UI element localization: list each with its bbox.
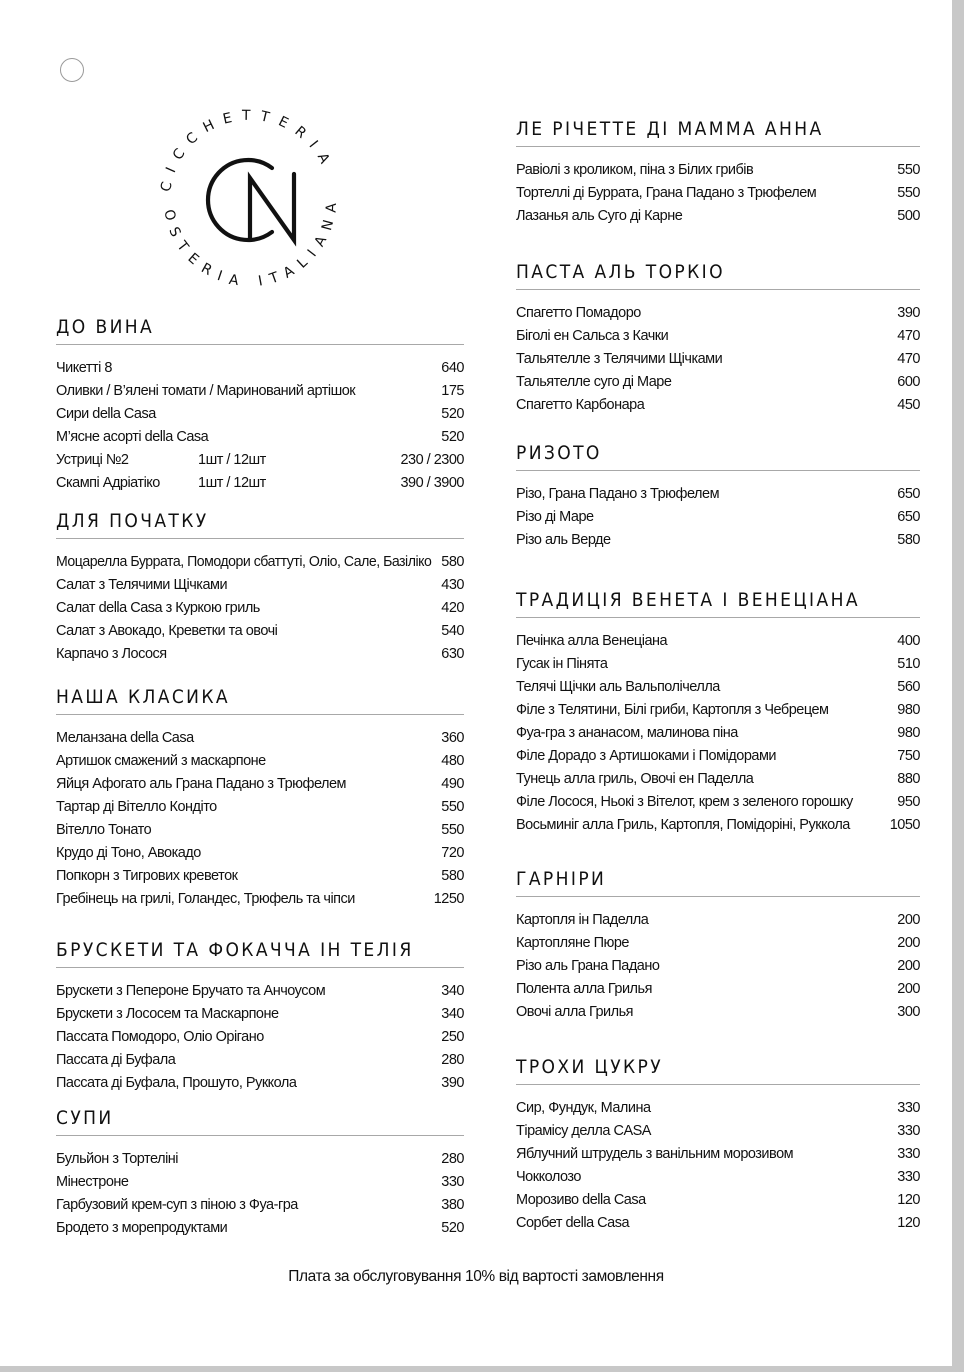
item-name: Сири della Casa bbox=[56, 406, 156, 422]
item-price: 650 bbox=[897, 486, 920, 502]
menu-section bbox=[516, 259, 920, 417]
menu-item bbox=[516, 630, 920, 653]
menu-item bbox=[516, 909, 920, 932]
item-price: 390 / 3900 bbox=[400, 475, 464, 491]
section-divider bbox=[56, 344, 464, 345]
item-price: 390 bbox=[441, 1075, 464, 1091]
menu-item bbox=[516, 1166, 920, 1189]
section-title: СУПИ bbox=[56, 1107, 114, 1129]
menu-item bbox=[516, 371, 920, 394]
logo-ring-text-bottom: OSTERIA ITALIANA bbox=[160, 194, 341, 291]
item-name: Гусак ін Пінята bbox=[516, 656, 608, 672]
section-divider bbox=[516, 146, 920, 147]
menu-item bbox=[56, 1217, 464, 1240]
item-price: 580 bbox=[441, 554, 464, 570]
menu-item bbox=[516, 768, 920, 791]
item-name: Картопляне Пюре bbox=[516, 935, 629, 951]
item-name: Філе Дорадо з Артишоками і Помідорами bbox=[516, 748, 777, 764]
menu-item bbox=[56, 796, 464, 819]
item-price: 600 bbox=[897, 374, 920, 390]
menu-item bbox=[56, 1003, 464, 1026]
item-name: Тортеллі ді Буррата, Грана Падано з Трюфелем bbox=[516, 185, 817, 201]
item-name: Брускети з Пепероне Бручато та Анчоусом bbox=[56, 983, 326, 999]
restaurant-logo bbox=[150, 100, 350, 300]
item-price: 640 bbox=[441, 360, 464, 376]
section-title: ГАРНІРИ bbox=[516, 868, 607, 890]
menu-item bbox=[56, 403, 464, 426]
item-name: Сир, Фундук, Малина bbox=[516, 1100, 651, 1116]
item-price: 330 bbox=[897, 1100, 920, 1116]
menu-item bbox=[516, 1212, 920, 1235]
item-price: 1250 bbox=[433, 891, 464, 907]
section-title: ДЛЯ ПОЧАТКУ bbox=[56, 510, 209, 532]
item-price: 630 bbox=[441, 646, 464, 662]
item-price: 330 bbox=[897, 1169, 920, 1185]
menu-item bbox=[516, 676, 920, 699]
menu-item bbox=[56, 551, 464, 574]
logo-monogram-icon bbox=[208, 160, 294, 240]
item-price: 980 bbox=[897, 702, 920, 718]
menu-item bbox=[516, 348, 920, 371]
menu-item bbox=[516, 483, 920, 506]
menu-section bbox=[516, 587, 920, 837]
item-price: 120 bbox=[897, 1215, 920, 1231]
item-name: Чикетті 8 bbox=[56, 360, 112, 376]
menu-item bbox=[516, 722, 920, 745]
item-price: 360 bbox=[441, 730, 464, 746]
item-name: Сорбет della Casa bbox=[516, 1215, 630, 1231]
menu-item bbox=[56, 643, 464, 666]
item-price: 250 bbox=[441, 1029, 464, 1045]
item-name: Бродето з морепродуктами bbox=[56, 1220, 228, 1236]
item-name: Різо аль Верде bbox=[516, 532, 611, 548]
item-name: Спагетто Карбонара bbox=[516, 397, 645, 413]
item-name: Картопля ін Паделла bbox=[516, 912, 649, 928]
section-divider bbox=[516, 896, 920, 897]
item-price: 340 bbox=[441, 1006, 464, 1022]
item-price: 390 bbox=[897, 305, 920, 321]
menu-section bbox=[56, 684, 464, 911]
item-name: Восьминіг алла Гриль, Картопля, Помідоріні, Руккола bbox=[516, 817, 850, 833]
section-title: ЛЕ РІЧЕТТЕ ДІ МАММА АННА bbox=[516, 118, 824, 140]
item-name: Равіолі з кроликом, піна з Білих грибів bbox=[516, 162, 754, 178]
section-divider bbox=[516, 289, 920, 290]
menu-item bbox=[56, 472, 464, 495]
menu-item bbox=[56, 449, 464, 472]
menu-item bbox=[516, 653, 920, 676]
item-price: 330 bbox=[897, 1123, 920, 1139]
item-name: Салат з Авокадо, Креветки та овочі bbox=[56, 623, 278, 639]
item-price: 500 bbox=[897, 208, 920, 224]
item-name: Пассата ді Буфала bbox=[56, 1052, 176, 1068]
service-charge-note: Плата за обслуговування 10% від вартості замовлення bbox=[288, 1268, 664, 1285]
item-name: Фуа-гра з ананасом, малинова піна bbox=[516, 725, 738, 741]
item-name: Брускети з Лососем та Маскарпоне bbox=[56, 1006, 279, 1022]
item-name: Карпачо з Лосося bbox=[56, 646, 167, 662]
item-name: Моцарелла Буррата, Помодори сбаттуті, Оліо, Сале, Базіліко bbox=[56, 554, 432, 570]
item-name: Яблучний штрудель з ванільним морозивом bbox=[516, 1146, 794, 1162]
item-price: 950 bbox=[897, 794, 920, 810]
item-name: Чокколозо bbox=[516, 1169, 581, 1185]
menu-item bbox=[56, 597, 464, 620]
item-portion: 1шт / 12шт bbox=[198, 452, 266, 468]
item-price: 580 bbox=[897, 532, 920, 548]
item-name: Тальятелле суго ді Маре bbox=[516, 374, 672, 390]
item-price: 1050 bbox=[889, 817, 920, 833]
menu-item bbox=[516, 978, 920, 1001]
section-divider bbox=[56, 1135, 464, 1136]
item-name: Овочі алла Грилья bbox=[516, 1004, 634, 1020]
item-price: 340 bbox=[441, 983, 464, 999]
item-name: Полента алла Грилья bbox=[516, 981, 652, 997]
item-price: 490 bbox=[441, 776, 464, 792]
item-name: Філе Лосося, Ньокі з Вітелот, крем з зеленого горошку bbox=[516, 794, 853, 810]
section-title: НАША КЛАСИКА bbox=[56, 686, 230, 708]
item-name: Меланзана della Casa bbox=[56, 730, 194, 746]
menu-item bbox=[516, 506, 920, 529]
item-price: 540 bbox=[441, 623, 464, 639]
menu-item bbox=[516, 932, 920, 955]
item-name: Попкорн з Тигрових креветок bbox=[56, 868, 238, 884]
menu-item bbox=[516, 1097, 920, 1120]
item-price: 470 bbox=[897, 328, 920, 344]
menu-item bbox=[516, 325, 920, 348]
item-price: 200 bbox=[897, 958, 920, 974]
item-name: Різо аль Грана Падано bbox=[516, 958, 660, 974]
menu-item bbox=[56, 426, 464, 449]
section-divider bbox=[56, 714, 464, 715]
item-portion: 1шт / 12шт bbox=[198, 475, 266, 491]
menu-item bbox=[516, 529, 920, 552]
item-name: Лазанья аль Суго ді Карне bbox=[516, 208, 683, 224]
item-price: 550 bbox=[897, 185, 920, 201]
menu-item bbox=[516, 205, 920, 228]
menu-item bbox=[516, 1143, 920, 1166]
section-divider bbox=[56, 967, 464, 968]
item-name: Артишок смажений з маскарпоне bbox=[56, 753, 266, 769]
item-name: Гарбузовий крем-суп з піною з Фуа-гра bbox=[56, 1197, 298, 1213]
item-name: Тірамісу делла CASA bbox=[516, 1123, 651, 1139]
menu-item bbox=[516, 159, 920, 182]
item-name: Салат з Телячими Щічками bbox=[56, 577, 228, 593]
item-name: Різо ді Маре bbox=[516, 509, 594, 525]
item-price: 650 bbox=[897, 509, 920, 525]
item-price: 880 bbox=[897, 771, 920, 787]
section-title: ТРОХИ ЦУКРУ bbox=[516, 1056, 664, 1078]
item-name: Салат della Casa з Куркою гриль bbox=[56, 600, 260, 616]
item-price: 520 bbox=[441, 1220, 464, 1236]
section-title: ДО ВИНА bbox=[56, 316, 155, 338]
item-name: Скампі Адріатіко bbox=[56, 475, 160, 491]
menu-item bbox=[56, 865, 464, 888]
item-price: 580 bbox=[441, 868, 464, 884]
item-price: 380 bbox=[441, 1197, 464, 1213]
menu-item bbox=[516, 1001, 920, 1024]
menu-item bbox=[56, 574, 464, 597]
item-name: Спагетто Помадоро bbox=[516, 305, 641, 321]
item-name: Тальятелле з Телячими Щічками bbox=[516, 351, 723, 367]
item-price: 480 bbox=[441, 753, 464, 769]
menu-item bbox=[56, 1049, 464, 1072]
menu-item bbox=[516, 745, 920, 768]
section-divider bbox=[516, 470, 920, 471]
menu-item bbox=[516, 791, 920, 814]
item-price: 200 bbox=[897, 981, 920, 997]
menu-item bbox=[516, 699, 920, 722]
menu-item bbox=[56, 1072, 464, 1095]
item-name: Філе з Телятини, Білі гриби, Картопля з Чебрецем bbox=[516, 702, 829, 718]
menu-item bbox=[516, 1120, 920, 1143]
item-price: 750 bbox=[897, 748, 920, 764]
item-price: 550 bbox=[441, 799, 464, 815]
item-name: Печінка алла Венеціана bbox=[516, 633, 668, 649]
menu-section bbox=[56, 314, 464, 495]
item-price: 400 bbox=[897, 633, 920, 649]
menu-section bbox=[516, 440, 920, 552]
item-name: Крудо ді Тоно, Авокадо bbox=[56, 845, 201, 861]
item-price: 230 / 2300 bbox=[400, 452, 464, 468]
item-name: Бульйон з Тортеліні bbox=[56, 1151, 179, 1167]
item-price: 280 bbox=[441, 1151, 464, 1167]
item-price: 175 bbox=[441, 383, 464, 399]
item-name: Пассата ді Буфала, Прошуто, Руккола bbox=[56, 1075, 297, 1091]
item-name: Мінестроне bbox=[56, 1174, 129, 1190]
menu-section bbox=[56, 508, 464, 666]
menu-item bbox=[516, 302, 920, 325]
menu-item bbox=[56, 357, 464, 380]
section-title: РИЗОТО bbox=[516, 442, 602, 464]
menu-item bbox=[56, 888, 464, 911]
menu-item bbox=[56, 750, 464, 773]
menu-section bbox=[516, 866, 920, 1024]
item-name: Гребінець на грилі, Голандес, Трюфель та чіпси bbox=[56, 891, 355, 907]
menu-item bbox=[56, 1194, 464, 1217]
menu-section bbox=[516, 116, 920, 228]
item-price: 520 bbox=[441, 429, 464, 445]
item-price: 420 bbox=[441, 600, 464, 616]
item-price: 330 bbox=[441, 1174, 464, 1190]
item-name: Морозиво della Casa bbox=[516, 1192, 646, 1208]
menu-item bbox=[56, 773, 464, 796]
menu-item bbox=[516, 1189, 920, 1212]
menu-item bbox=[56, 620, 464, 643]
item-name: М’ясне асорті della Casa bbox=[56, 429, 209, 445]
item-name: Вітелло Тонато bbox=[56, 822, 152, 838]
item-name: Різо, Грана Падано з Трюфелем bbox=[516, 486, 720, 502]
menu-item bbox=[516, 955, 920, 978]
item-name: Пассата Помодоро, Оліо Орігано bbox=[56, 1029, 264, 1045]
item-price: 550 bbox=[441, 822, 464, 838]
binder-hole bbox=[60, 58, 84, 82]
menu-section bbox=[516, 1054, 920, 1235]
logo-ring-text-top: CICCHETTERIA bbox=[158, 107, 337, 194]
menu-item bbox=[516, 814, 920, 837]
menu-item bbox=[516, 394, 920, 417]
section-title: ТРАДИЦІЯ ВЕНЕТА І ВЕНЕЦІАНА bbox=[516, 589, 860, 611]
menu-item bbox=[56, 980, 464, 1003]
item-name: Тунець алла гриль, Овочі ен Паделла bbox=[516, 771, 754, 787]
menu-item bbox=[516, 182, 920, 205]
menu-item bbox=[56, 1148, 464, 1171]
item-price: 300 bbox=[897, 1004, 920, 1020]
item-price: 200 bbox=[897, 912, 920, 928]
item-price: 120 bbox=[897, 1192, 920, 1208]
item-name: Біголі ен Сальса з Качки bbox=[516, 328, 669, 344]
section-divider bbox=[516, 617, 920, 618]
item-price: 520 bbox=[441, 406, 464, 422]
menu-item bbox=[56, 819, 464, 842]
section-divider bbox=[56, 538, 464, 539]
item-price: 280 bbox=[441, 1052, 464, 1068]
item-price: 200 bbox=[897, 935, 920, 951]
item-name: Тартар ді Вітелло Кондіто bbox=[56, 799, 217, 815]
section-divider bbox=[516, 1084, 920, 1085]
item-name: Телячі Щічки аль Вальполічелла bbox=[516, 679, 720, 695]
menu-item bbox=[56, 727, 464, 750]
item-price: 430 bbox=[441, 577, 464, 593]
item-price: 510 bbox=[897, 656, 920, 672]
item-price: 450 bbox=[897, 397, 920, 413]
section-title: БРУСКЕТИ ТА ФОКАЧЧА ІН ТЕЛІЯ bbox=[56, 939, 414, 961]
item-price: 550 bbox=[897, 162, 920, 178]
item-price: 470 bbox=[897, 351, 920, 367]
section-title: ПАСТА АЛЬ ТОРКІО bbox=[516, 261, 725, 283]
menu-item bbox=[56, 842, 464, 865]
item-name: Оливки / В’ялені томати / Маринований артішок bbox=[56, 383, 356, 399]
menu-section bbox=[56, 937, 464, 1095]
item-price: 720 bbox=[441, 845, 464, 861]
item-name: Устриці №2 bbox=[56, 452, 129, 468]
item-price: 980 bbox=[897, 725, 920, 741]
menu-item bbox=[56, 1171, 464, 1194]
menu-item bbox=[56, 380, 464, 403]
item-price: 560 bbox=[897, 679, 920, 695]
item-price: 330 bbox=[897, 1146, 920, 1162]
menu-section bbox=[56, 1105, 464, 1240]
item-name: Яйця Афогато аль Грана Падано з Трюфелем bbox=[56, 776, 347, 792]
menu-item bbox=[56, 1026, 464, 1049]
